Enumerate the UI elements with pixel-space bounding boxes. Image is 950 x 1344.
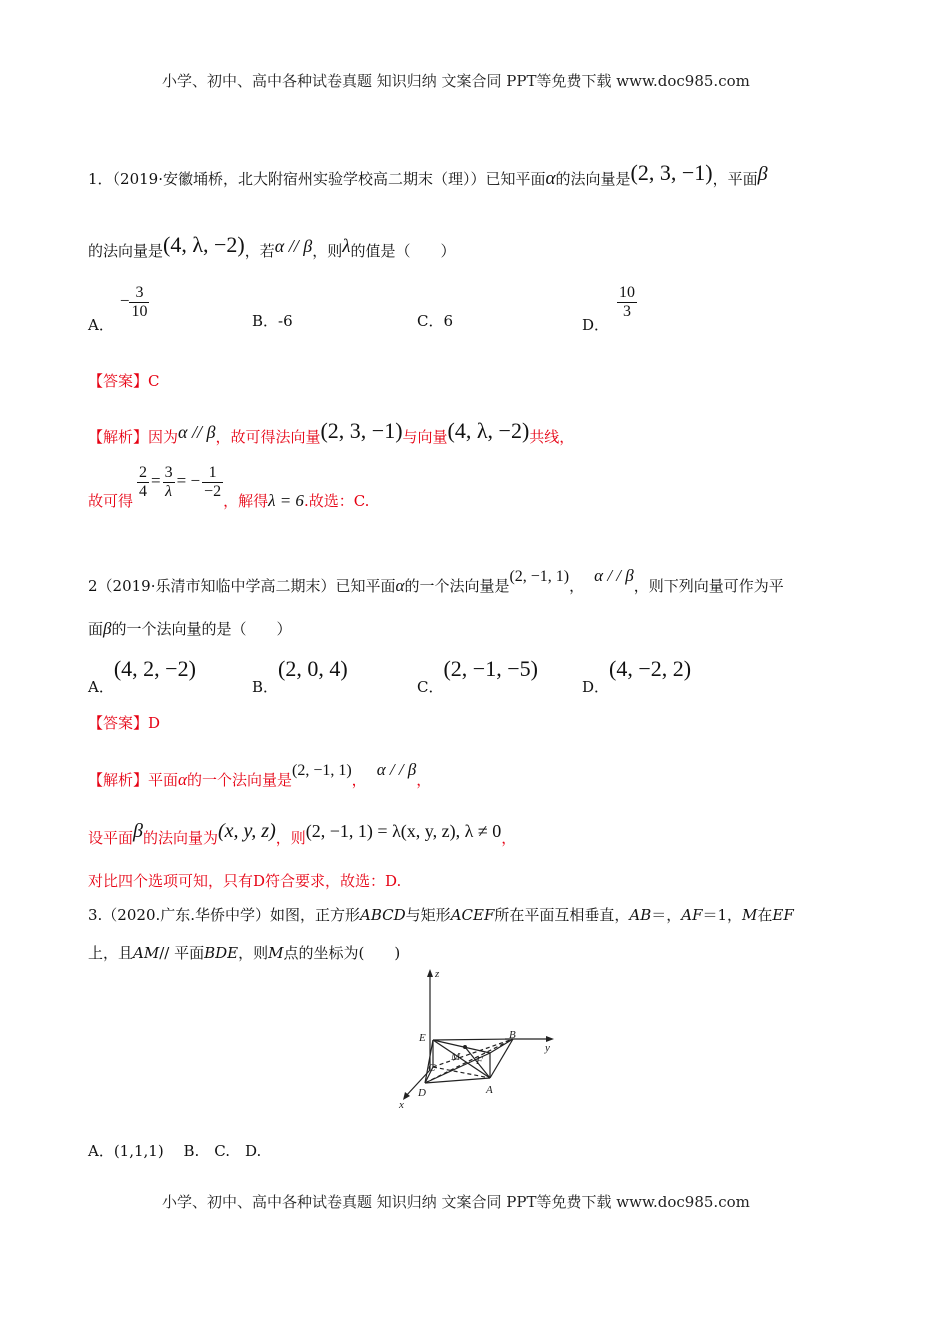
analysis-text: ，故可得法向量 bbox=[215, 428, 321, 446]
label-d: D bbox=[418, 1087, 426, 1099]
q3-text: 在 bbox=[757, 906, 773, 924]
q3-text: // 平面 bbox=[159, 944, 205, 962]
q1-analysis-line1 bbox=[88, 418, 574, 447]
analysis-condition: α / / β bbox=[376, 760, 417, 779]
q1-text: ，则 bbox=[312, 242, 343, 260]
answer-tag: 【答案】 bbox=[88, 714, 149, 732]
analysis-text: 故可得 bbox=[88, 492, 134, 511]
page-footer: 小学、初中、高中各种试卷真题 知识归纳 文案合同 PPT等免费下载 www.doc985.com bbox=[162, 1193, 750, 1211]
analysis-text: .故选：C. bbox=[303, 492, 370, 511]
option-label: D． bbox=[582, 678, 610, 696]
answer-value: D bbox=[148, 714, 161, 732]
q2-text: 面 bbox=[88, 620, 104, 638]
q1-vec-alpha: (2, 3, −1) bbox=[630, 160, 713, 185]
q1-number: 1． bbox=[88, 170, 113, 188]
analysis-text: 平面 bbox=[148, 771, 179, 789]
analysis-text: ，则 bbox=[275, 829, 306, 847]
analysis-text: ， bbox=[351, 771, 367, 789]
equals-sign: = bbox=[151, 471, 161, 491]
q3-line1 bbox=[88, 904, 794, 925]
q3-text: ，则 bbox=[238, 944, 269, 962]
q2-analysis-line1 bbox=[88, 760, 431, 790]
analysis-condition: α // β bbox=[178, 422, 216, 442]
q2-option-c bbox=[417, 656, 538, 697]
page-header: 小学、初中、高中各种试卷真题 知识归纳 文案合同 PPT等免费下载 www.doc985.com bbox=[162, 72, 750, 90]
fraction bbox=[202, 464, 223, 500]
analysis-text: ，解得 bbox=[223, 492, 269, 511]
q1-option-b: B．-6 bbox=[252, 312, 293, 330]
q1-text: 的值是（ ） bbox=[350, 242, 456, 260]
q2-line2 bbox=[88, 618, 292, 639]
q3-text: 3.（2020.广东.华侨中学）如图，正方形 bbox=[88, 906, 361, 924]
q3-am: AM bbox=[133, 944, 160, 962]
q1-line1 bbox=[88, 160, 768, 190]
q3-text: 所在平面互相垂直， bbox=[494, 906, 630, 924]
q1-text: ，平面 bbox=[712, 170, 758, 188]
q1-option-a bbox=[88, 284, 149, 335]
option-label: C． bbox=[417, 678, 444, 696]
q3-ef: EF bbox=[772, 906, 794, 924]
fraction-numerator: 2 bbox=[139, 464, 148, 481]
q2-option-a bbox=[88, 656, 196, 697]
analysis-alpha: α bbox=[178, 770, 187, 789]
q1-source: （2019·安徽埇桥，北大附宿州实验学校高二期末（理））已知平面 bbox=[112, 170, 546, 188]
analysis-text: 设平面 bbox=[88, 829, 134, 847]
label-m: M bbox=[451, 1051, 461, 1063]
edge-ef bbox=[433, 1040, 490, 1053]
q3-options: A．(1,1,1) B. C. D. bbox=[88, 1142, 262, 1160]
q2-text: 的一个法向量是 bbox=[404, 577, 510, 595]
q3-geometry-figure bbox=[385, 965, 565, 1110]
label-z: z bbox=[435, 968, 440, 980]
option-label: A． bbox=[88, 678, 114, 696]
q1-alpha: α bbox=[545, 168, 556, 189]
q3-text: 与矩形 bbox=[405, 906, 451, 924]
q1-lambda: λ bbox=[342, 236, 351, 257]
q2-vector: (2, −1, 1) bbox=[509, 568, 570, 585]
fraction-denominator: 10 bbox=[131, 302, 148, 320]
z-arrow-icon bbox=[427, 969, 433, 977]
fraction-numerator: 10 bbox=[619, 284, 636, 301]
q3-text: 上，且 bbox=[88, 944, 134, 962]
q2-text: ，则下列向量可作为平 bbox=[633, 577, 784, 595]
analysis-tag: 【解析】 bbox=[88, 771, 149, 789]
analysis-text: 因为 bbox=[148, 428, 179, 446]
q3-text: ＝， bbox=[651, 906, 682, 924]
q2-option-d bbox=[582, 656, 691, 697]
q3-text: ＝1， bbox=[702, 906, 743, 924]
q1-condition: α // β bbox=[274, 236, 313, 256]
fraction-numerator: 1 bbox=[208, 464, 217, 481]
point-m-dot bbox=[463, 1045, 467, 1049]
q3-m: M bbox=[742, 906, 758, 924]
q3-line2 bbox=[88, 942, 400, 963]
q3-acef: ACEF bbox=[450, 906, 495, 924]
label-f: F bbox=[476, 1055, 483, 1067]
q2-condition: α / / β bbox=[594, 566, 634, 585]
fraction bbox=[137, 464, 149, 500]
q3-af: AF bbox=[681, 906, 703, 924]
q2-answer bbox=[88, 712, 160, 733]
analysis-vector: (2, −1, 1) bbox=[291, 762, 352, 779]
option-vector: (4, 2, −2) bbox=[113, 656, 196, 681]
fraction-denominator: λ bbox=[163, 482, 175, 501]
q2-analysis-line2 bbox=[88, 820, 516, 848]
q2-beta: β bbox=[103, 619, 112, 638]
analysis-text: 的一个法向量是 bbox=[186, 771, 292, 789]
analysis-text: 与向量 bbox=[402, 428, 448, 446]
q2-analysis-line3: 对比四个选项可知，只有D符合要求，故选：D. bbox=[88, 872, 402, 890]
answer-value: C bbox=[148, 372, 160, 390]
fraction-numerator: 3 bbox=[135, 284, 144, 301]
fraction-denominator: 4 bbox=[139, 482, 148, 500]
option-label: D． bbox=[582, 316, 610, 335]
q1-option-d bbox=[582, 284, 637, 335]
equals-sign: = − bbox=[176, 471, 201, 491]
q1-answer bbox=[88, 370, 160, 391]
q1-line2 bbox=[88, 232, 455, 261]
fraction-denominator: 3 bbox=[617, 302, 637, 321]
label-b: B bbox=[509, 1029, 516, 1041]
option-label: A． bbox=[88, 316, 114, 335]
q3-abcd: ABCD bbox=[360, 906, 406, 924]
q1-text: 的法向量是 bbox=[88, 242, 164, 260]
option-sign: − bbox=[119, 291, 130, 311]
label-e: E bbox=[419, 1032, 426, 1044]
q1-text: ，若 bbox=[244, 242, 275, 260]
option-vector: (2, −1, −5) bbox=[443, 656, 538, 681]
analysis-text: 共线， bbox=[529, 428, 575, 446]
q3-ab: AB bbox=[629, 906, 652, 924]
q3-text: 点的坐标为( ) bbox=[283, 944, 401, 962]
q3-m: M bbox=[268, 944, 284, 962]
q1-option-a-fraction bbox=[129, 284, 149, 320]
q1-analysis-line2 bbox=[88, 464, 369, 511]
label-c: C bbox=[428, 1062, 436, 1074]
analysis-equation: (2, −1, 1) = λ(x, y, z), λ ≠ 0 bbox=[305, 821, 502, 841]
analysis-tag: 【解析】 bbox=[88, 428, 149, 446]
analysis-text: ， bbox=[501, 829, 517, 847]
fraction-numerator: 3 bbox=[164, 464, 173, 481]
label-a: A bbox=[486, 1084, 493, 1096]
option-label: B． bbox=[252, 678, 279, 696]
analysis-beta: β bbox=[133, 820, 143, 842]
q3-bde: BDE bbox=[204, 944, 239, 962]
q2-text: 的一个法向量的是（ ） bbox=[111, 620, 292, 638]
q2-alpha: α bbox=[395, 576, 405, 595]
edge-eb bbox=[433, 1039, 513, 1040]
q1-option-d-fraction bbox=[617, 284, 637, 320]
label-x: x bbox=[399, 1099, 404, 1110]
q2-text: 2（2019·乐清市知临中学高二期末）已知平面 bbox=[88, 577, 396, 595]
q1-text: 的法向量是 bbox=[555, 170, 631, 188]
answer-tag: 【答案】 bbox=[88, 372, 149, 390]
label-y: y bbox=[545, 1042, 550, 1054]
q2-text: ， bbox=[569, 577, 585, 595]
analysis-text: ， bbox=[416, 771, 432, 789]
fraction bbox=[163, 464, 175, 500]
fraction-denominator: −2 bbox=[204, 482, 222, 500]
q1-beta: β bbox=[757, 163, 768, 185]
option-vector: (4, −2, 2) bbox=[609, 656, 692, 681]
analysis-vector: (4, λ, −2) bbox=[447, 418, 530, 443]
analysis-text: 的法向量为 bbox=[142, 829, 218, 847]
q2-line1 bbox=[88, 566, 784, 596]
option-vector: (2, 0, 4) bbox=[278, 656, 348, 681]
analysis-vector: (x, y, z) bbox=[218, 820, 276, 842]
q1-vec-beta: (4, λ, −2) bbox=[163, 232, 245, 257]
analysis-result: λ = 6 bbox=[268, 491, 304, 511]
analysis-vector: (2, 3, −1) bbox=[320, 418, 403, 443]
q2-option-b bbox=[252, 656, 348, 697]
q1-option-c: C．6 bbox=[417, 312, 454, 330]
